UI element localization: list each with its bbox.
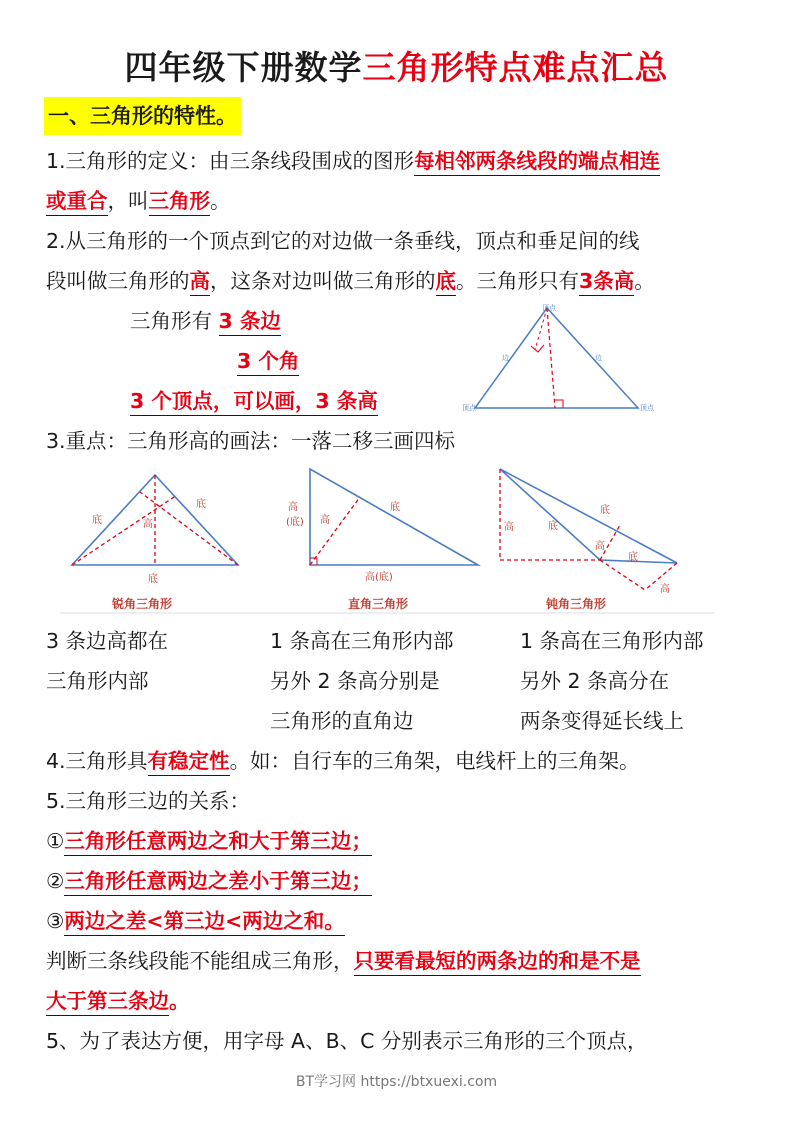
triangle-diagram	[460, 300, 685, 418]
obtuse-triangle	[500, 469, 677, 611]
svg-text:底: 底	[196, 499, 206, 510]
svg-text:底: 底	[600, 505, 610, 516]
vertex-notation-line: 5、为了表达方便，用字母 A、B、C 分别表示三角形的三个顶点，	[46, 1029, 648, 1053]
svg-text:高: 高	[660, 584, 670, 595]
svg-text:高: 高	[143, 519, 153, 530]
svg-text:底: 底	[92, 515, 102, 526]
height-line-2: 段叫做三角形的高，这条对边叫做三角形的底。三角形只有3条高。	[46, 268, 655, 294]
svg-text:高: 高	[595, 541, 605, 552]
props-angles: 3 个角	[237, 348, 299, 374]
right-label: 直角三角形	[348, 597, 409, 611]
height-line-1: 2.从三角形的一个顶点到它的对边做一条垂线，顶点和垂足间的线	[46, 229, 640, 253]
svg-text:底: 底	[548, 521, 558, 532]
svg-text:高: 高	[504, 522, 514, 533]
svg-text:底: 底	[628, 552, 638, 563]
obtuse-note-3: 两条变得延长线上	[520, 709, 684, 733]
svg-text:底: 底	[148, 574, 158, 585]
vertex-label-right: 顶点	[640, 404, 654, 412]
height-line	[547, 308, 555, 408]
judge-line-1: 判断三条线段能不能组成三角形，只要看最短的两条边的和是不是	[46, 948, 641, 974]
definition-line-1: 1.三角形的定义：由三条线段围成的图形每相邻两条线段的端点相连	[46, 148, 660, 174]
acute-note-1: 3 条边高都在	[46, 629, 169, 653]
obtuse-note-2: 另外 2 条高分在	[520, 669, 670, 693]
section-heading: 一、三角形的特性。	[44, 97, 241, 135]
svg-text:(底): (底)	[286, 517, 304, 528]
relation-1: ①三角形任意两边之和大于第三边；	[46, 828, 372, 854]
acute-note-2: 三角形内部	[46, 669, 149, 693]
page-title: 四年级下册数学三角形特点难点汇总	[124, 48, 669, 87]
obtuse-note-1: 1 条高在三角形内部	[520, 629, 704, 653]
vertex-label-left: 顶点	[462, 404, 476, 412]
stability-line: 4.三角形具有稳定性。如：自行车的三角架，电线杆上的三角架。	[46, 748, 640, 774]
right-note-2: 另外 2 条高分别是	[270, 669, 440, 693]
triangle-outline	[475, 308, 638, 408]
obtuse-label: 钝角三角形	[546, 597, 607, 611]
judge-line-2: 大于第三条边。	[46, 988, 190, 1014]
svg-text:高: 高	[288, 502, 298, 513]
svg-text:底: 底	[390, 502, 400, 513]
right-triangle	[286, 469, 478, 611]
right-note-1: 1 条高在三角形内部	[270, 629, 454, 653]
triangle-types-figure	[60, 465, 720, 615]
definition-line-2: 或重合，叫三角形。	[46, 188, 231, 214]
svg-text:高(底): 高(底)	[365, 572, 393, 583]
vertex-label-top: 顶点	[542, 304, 556, 312]
svg-text:高: 高	[320, 515, 330, 526]
key-point-line: 3.重点：三角形高的画法：一落二移三画四标	[46, 429, 456, 453]
acute-label: 锐角三角形	[112, 597, 173, 611]
right-note-3: 三角形的直角边	[270, 709, 414, 733]
footer-url: BT学习网 https://btxuexi.com	[295, 1074, 498, 1090]
relation-3: ③两边之差<第三边<两边之和。	[46, 908, 345, 934]
edge-label: 边	[502, 354, 509, 362]
relation-2: ②三角形任意两边之差小于第三边；	[46, 868, 372, 894]
relation-heading: 5.三角形三边的关系：	[46, 789, 251, 813]
acute-triangle	[72, 475, 238, 611]
props-edges: 三角形有 3 条边	[130, 308, 281, 334]
edge-label: 边	[595, 354, 602, 362]
props-vertices: 3 个顶点，可以画，3 条高	[130, 388, 378, 414]
